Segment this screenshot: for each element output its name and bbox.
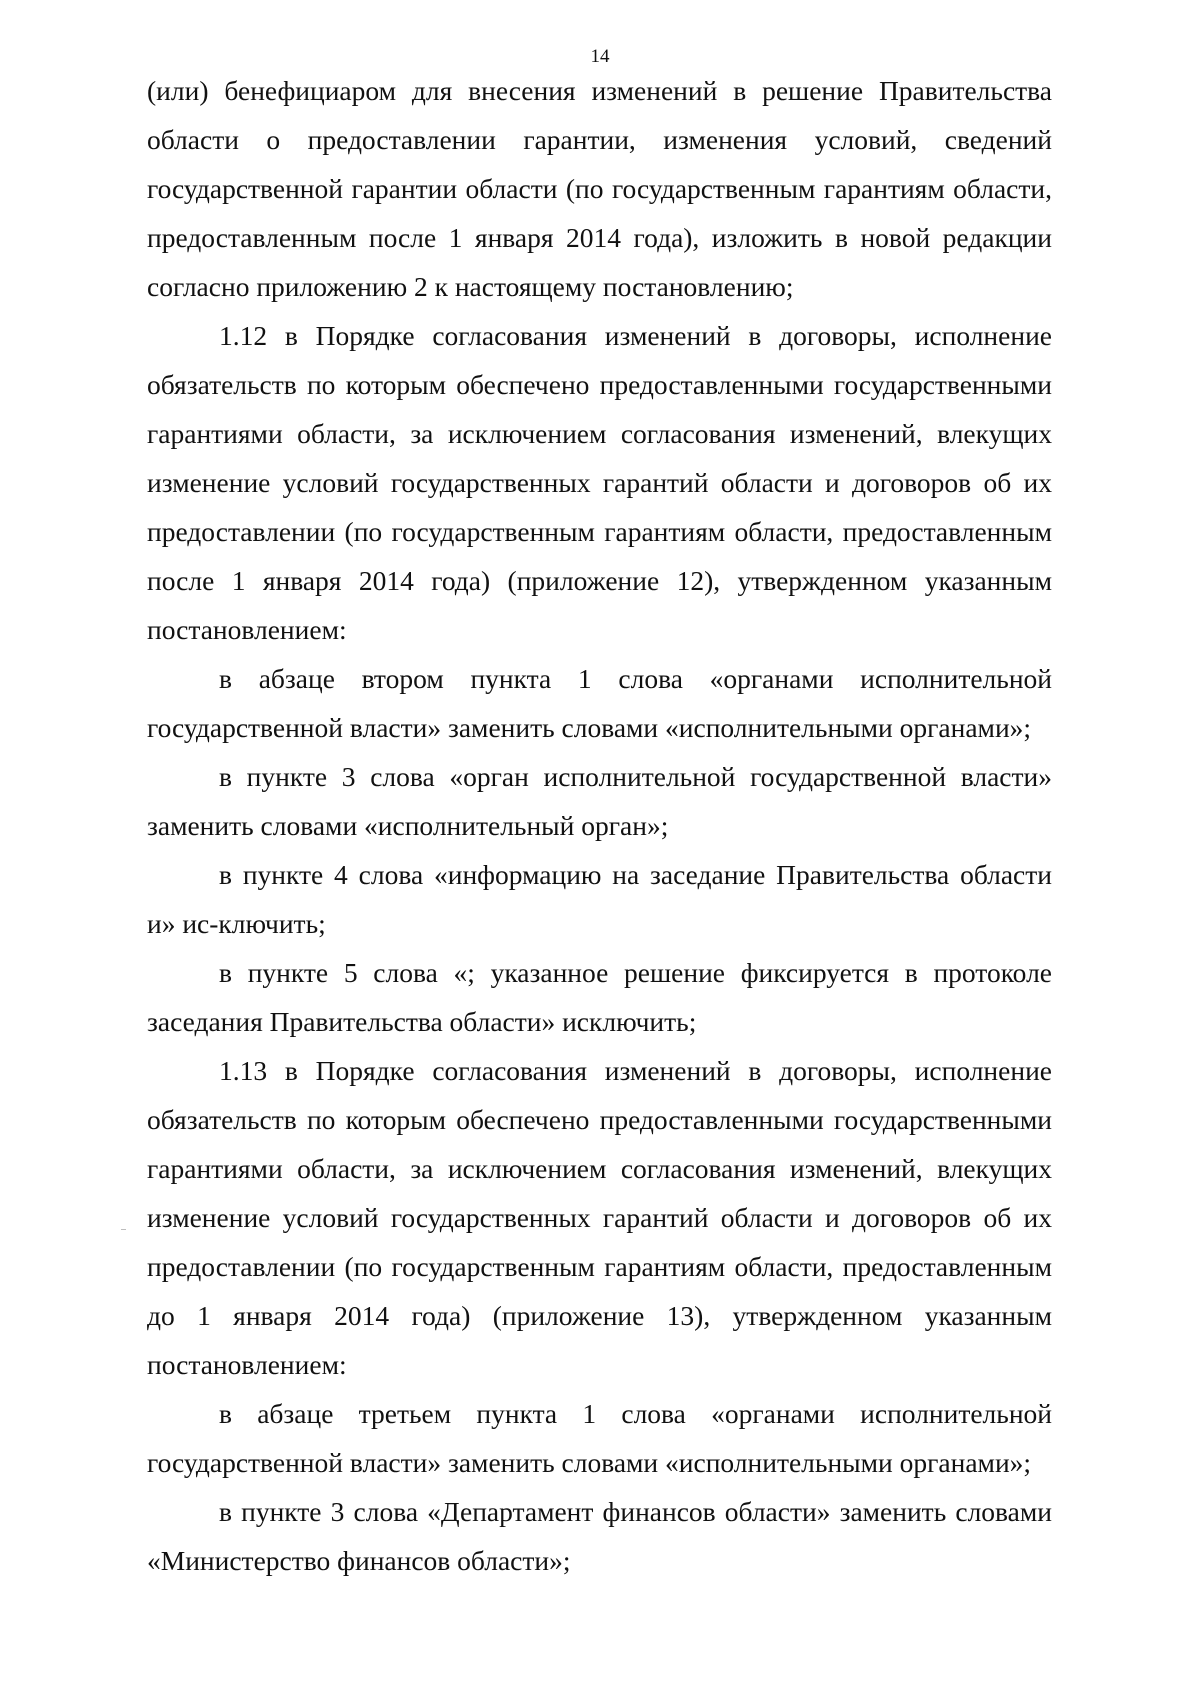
paragraph-item-1-13: 1.13 в Порядке согласования изменений в договоры, исполнение обязательств по которым обеспечено предоставленными государственными гарантиями области, за исключением согласования изменений, влекущих изменение условий государственных гарантий области и договоров об их предоставлении (по государственным гарантиям области, предоставленным до 1 января 2014 года) (приложение 13), утвержденном указанным постановлением: bbox=[147, 1055, 1052, 1380]
paragraph-1-12-point-5: в пункте 5 слова «; указанное решение фиксируется в протоколе заседания Правительства области» исключить; bbox=[147, 957, 1052, 1037]
paragraph-1-12-point-1: в абзаце втором пункта 1 слова «органами исполнительной государственной власти» заменить словами «исполнительными органами»; bbox=[147, 663, 1052, 743]
page-number: 14 bbox=[590, 46, 610, 67]
paragraph-1-12-point-3: в пункте 3 слова «орган исполнительной государственной власти» заменить словами «исполнительный орган»; bbox=[147, 761, 1052, 841]
paragraph-continuation: (или) бенефициаром для внесения изменений в решение Правительства области о предоставлении гарантии, изменения условий, сведений государственной гарантии области (по государственным гарантиям области, предоставленным после 1 января 2014 года), изложить в новой редакции согласно приложению 2 к настоящему постановлению; bbox=[147, 75, 1052, 302]
margin-scan-mark bbox=[121, 1229, 126, 1230]
paragraph-1-13-point-3: в пункте 3 слова «Департамент финансов области» заменить словами «Министерство финансов области»; bbox=[147, 1496, 1052, 1576]
document-body bbox=[147, 66, 1052, 1585]
paragraph-1-13-point-1: в абзаце третьем пункта 1 слова «органами исполнительной государственной власти» заменить словами «исполнительными органами»; bbox=[147, 1398, 1052, 1478]
paragraph-item-1-12: 1.12 в Порядке согласования изменений в договоры, исполнение обязательств по которым обеспечено предоставленными государственными гарантиями области, за исключением согласования изменений, влекущих изменение условий государственных гарантий области и договоров об их предоставлении (по государственным гарантиям области, предоставленным после 1 января 2014 года) (приложение 12), утвержденном указанным постановлением: bbox=[147, 320, 1052, 645]
paragraph-1-12-point-4: в пункте 4 слова «информацию на заседание Правительства области и» ис-ключить; bbox=[147, 859, 1052, 939]
